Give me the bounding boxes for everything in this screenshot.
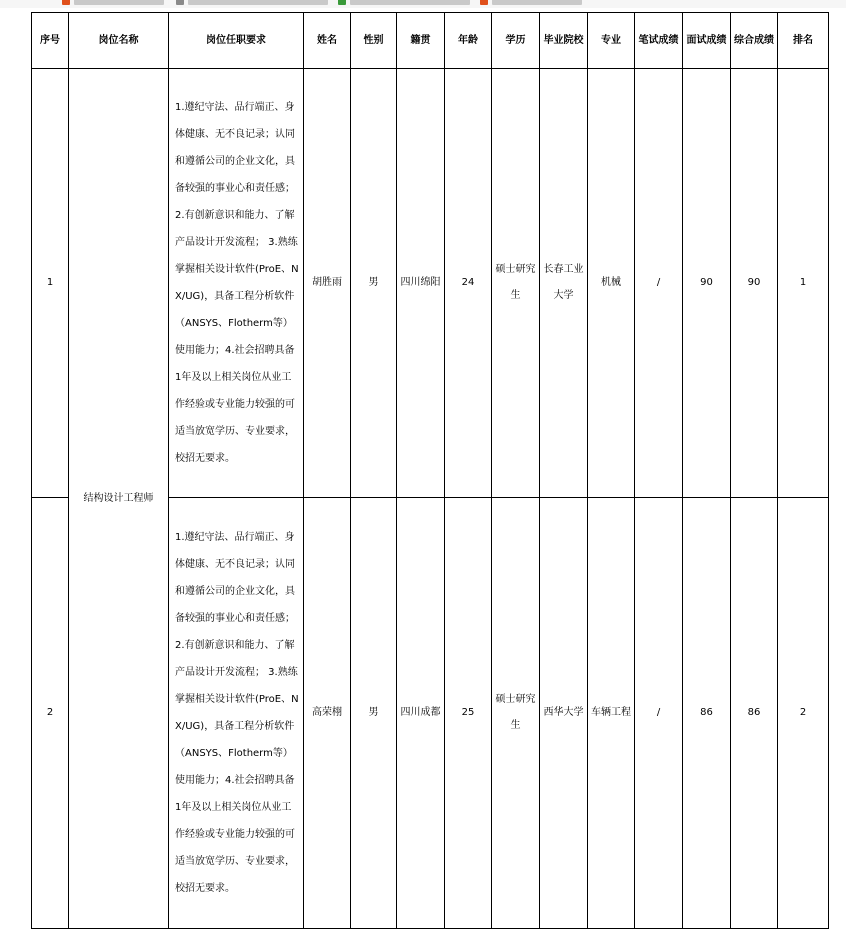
cell-education: 硕士研究生 — [492, 69, 540, 498]
cell-interview: 90 — [683, 69, 731, 498]
cell-school: 长春工业大学 — [540, 69, 588, 498]
cell-hometown: 四川绵阳 — [397, 69, 445, 498]
bookmark-fragment — [188, 0, 328, 5]
cell-interview: 86 — [683, 498, 731, 929]
bookmark-icon — [62, 0, 70, 5]
cell-education: 硕士研究生 — [492, 498, 540, 929]
bookmark-icon — [176, 0, 184, 5]
table-row — [32, 69, 829, 498]
cell-gender: 男 — [351, 69, 397, 498]
header-requirements: 岗位任职要求 — [169, 13, 304, 69]
cell-name: 胡胜雨 — [304, 69, 351, 498]
bookmark-fragment — [350, 0, 470, 5]
candidate-table — [31, 12, 829, 929]
cell-major: 车辆工程 — [588, 498, 635, 929]
cell-major: 机械 — [588, 69, 635, 498]
cell-seq: 2 — [32, 498, 69, 929]
cell-requirements: 1.遵纪守法、品行端正、身体健康、无不良记录；认同和遵循公司的企业文化，具备较强的事业心和责任感； 2.有创新意识和能力、了解产品设计开发流程； 3.熟练掌握相关设计软件(ProE、NX/UG)，具备工程分析软件（ANSYS、Flotherm等）使用能力；4.社会招聘具备1年及以上相关岗位从业工作经验或专业能力较强的可适当放宽学历、专业要求，校招无要求。 — [169, 498, 304, 929]
header-gender: 性别 — [351, 13, 397, 69]
cell-written: / — [635, 498, 683, 929]
bookmark-fragment — [74, 0, 164, 5]
cell-name: 高荣栩 — [304, 498, 351, 929]
cell-rank: 1 — [778, 69, 829, 498]
bookmark-icon — [480, 0, 488, 5]
header-total: 综合成绩 — [731, 13, 778, 69]
cell-rank: 2 — [778, 498, 829, 929]
header-seq: 序号 — [32, 13, 69, 69]
header-education: 学历 — [492, 13, 540, 69]
header-school: 毕业院校 — [540, 13, 588, 69]
bookmark-icon — [338, 0, 346, 5]
header-interview: 面试成绩 — [683, 13, 731, 69]
cell-gender: 男 — [351, 498, 397, 929]
cell-age: 24 — [445, 69, 492, 498]
cell-hometown: 四川成都 — [397, 498, 445, 929]
cell-total: 86 — [731, 498, 778, 929]
cell-position-name: 结构设计工程师 — [69, 69, 169, 929]
header-major: 专业 — [588, 13, 635, 69]
header-name: 姓名 — [304, 13, 351, 69]
cell-school: 西华大学 — [540, 498, 588, 929]
header-row — [32, 13, 829, 69]
header-written: 笔试成绩 — [635, 13, 683, 69]
cell-total: 90 — [731, 69, 778, 498]
cell-seq: 1 — [32, 69, 69, 498]
cell-requirements: 1.遵纪守法、品行端正、身体健康、无不良记录；认同和遵循公司的企业文化，具备较强的事业心和责任感； 2.有创新意识和能力、了解产品设计开发流程； 3.熟练掌握相关设计软件(ProE、NX/UG)，具备工程分析软件（ANSYS、Flotherm等）使用能力；4.社会招聘具备1年及以上相关岗位从业工作经验或专业能力较强的可适当放宽学历、专业要求，校招无要求。 — [169, 69, 304, 498]
cell-age: 25 — [445, 498, 492, 929]
cell-written: / — [635, 69, 683, 498]
header-hometown: 籍贯 — [397, 13, 445, 69]
bookmarks-bar-fragment — [0, 0, 846, 8]
header-position: 岗位名称 — [69, 13, 169, 69]
bookmark-fragment — [492, 0, 582, 5]
header-age: 年龄 — [445, 13, 492, 69]
header-rank: 排名 — [778, 13, 829, 69]
